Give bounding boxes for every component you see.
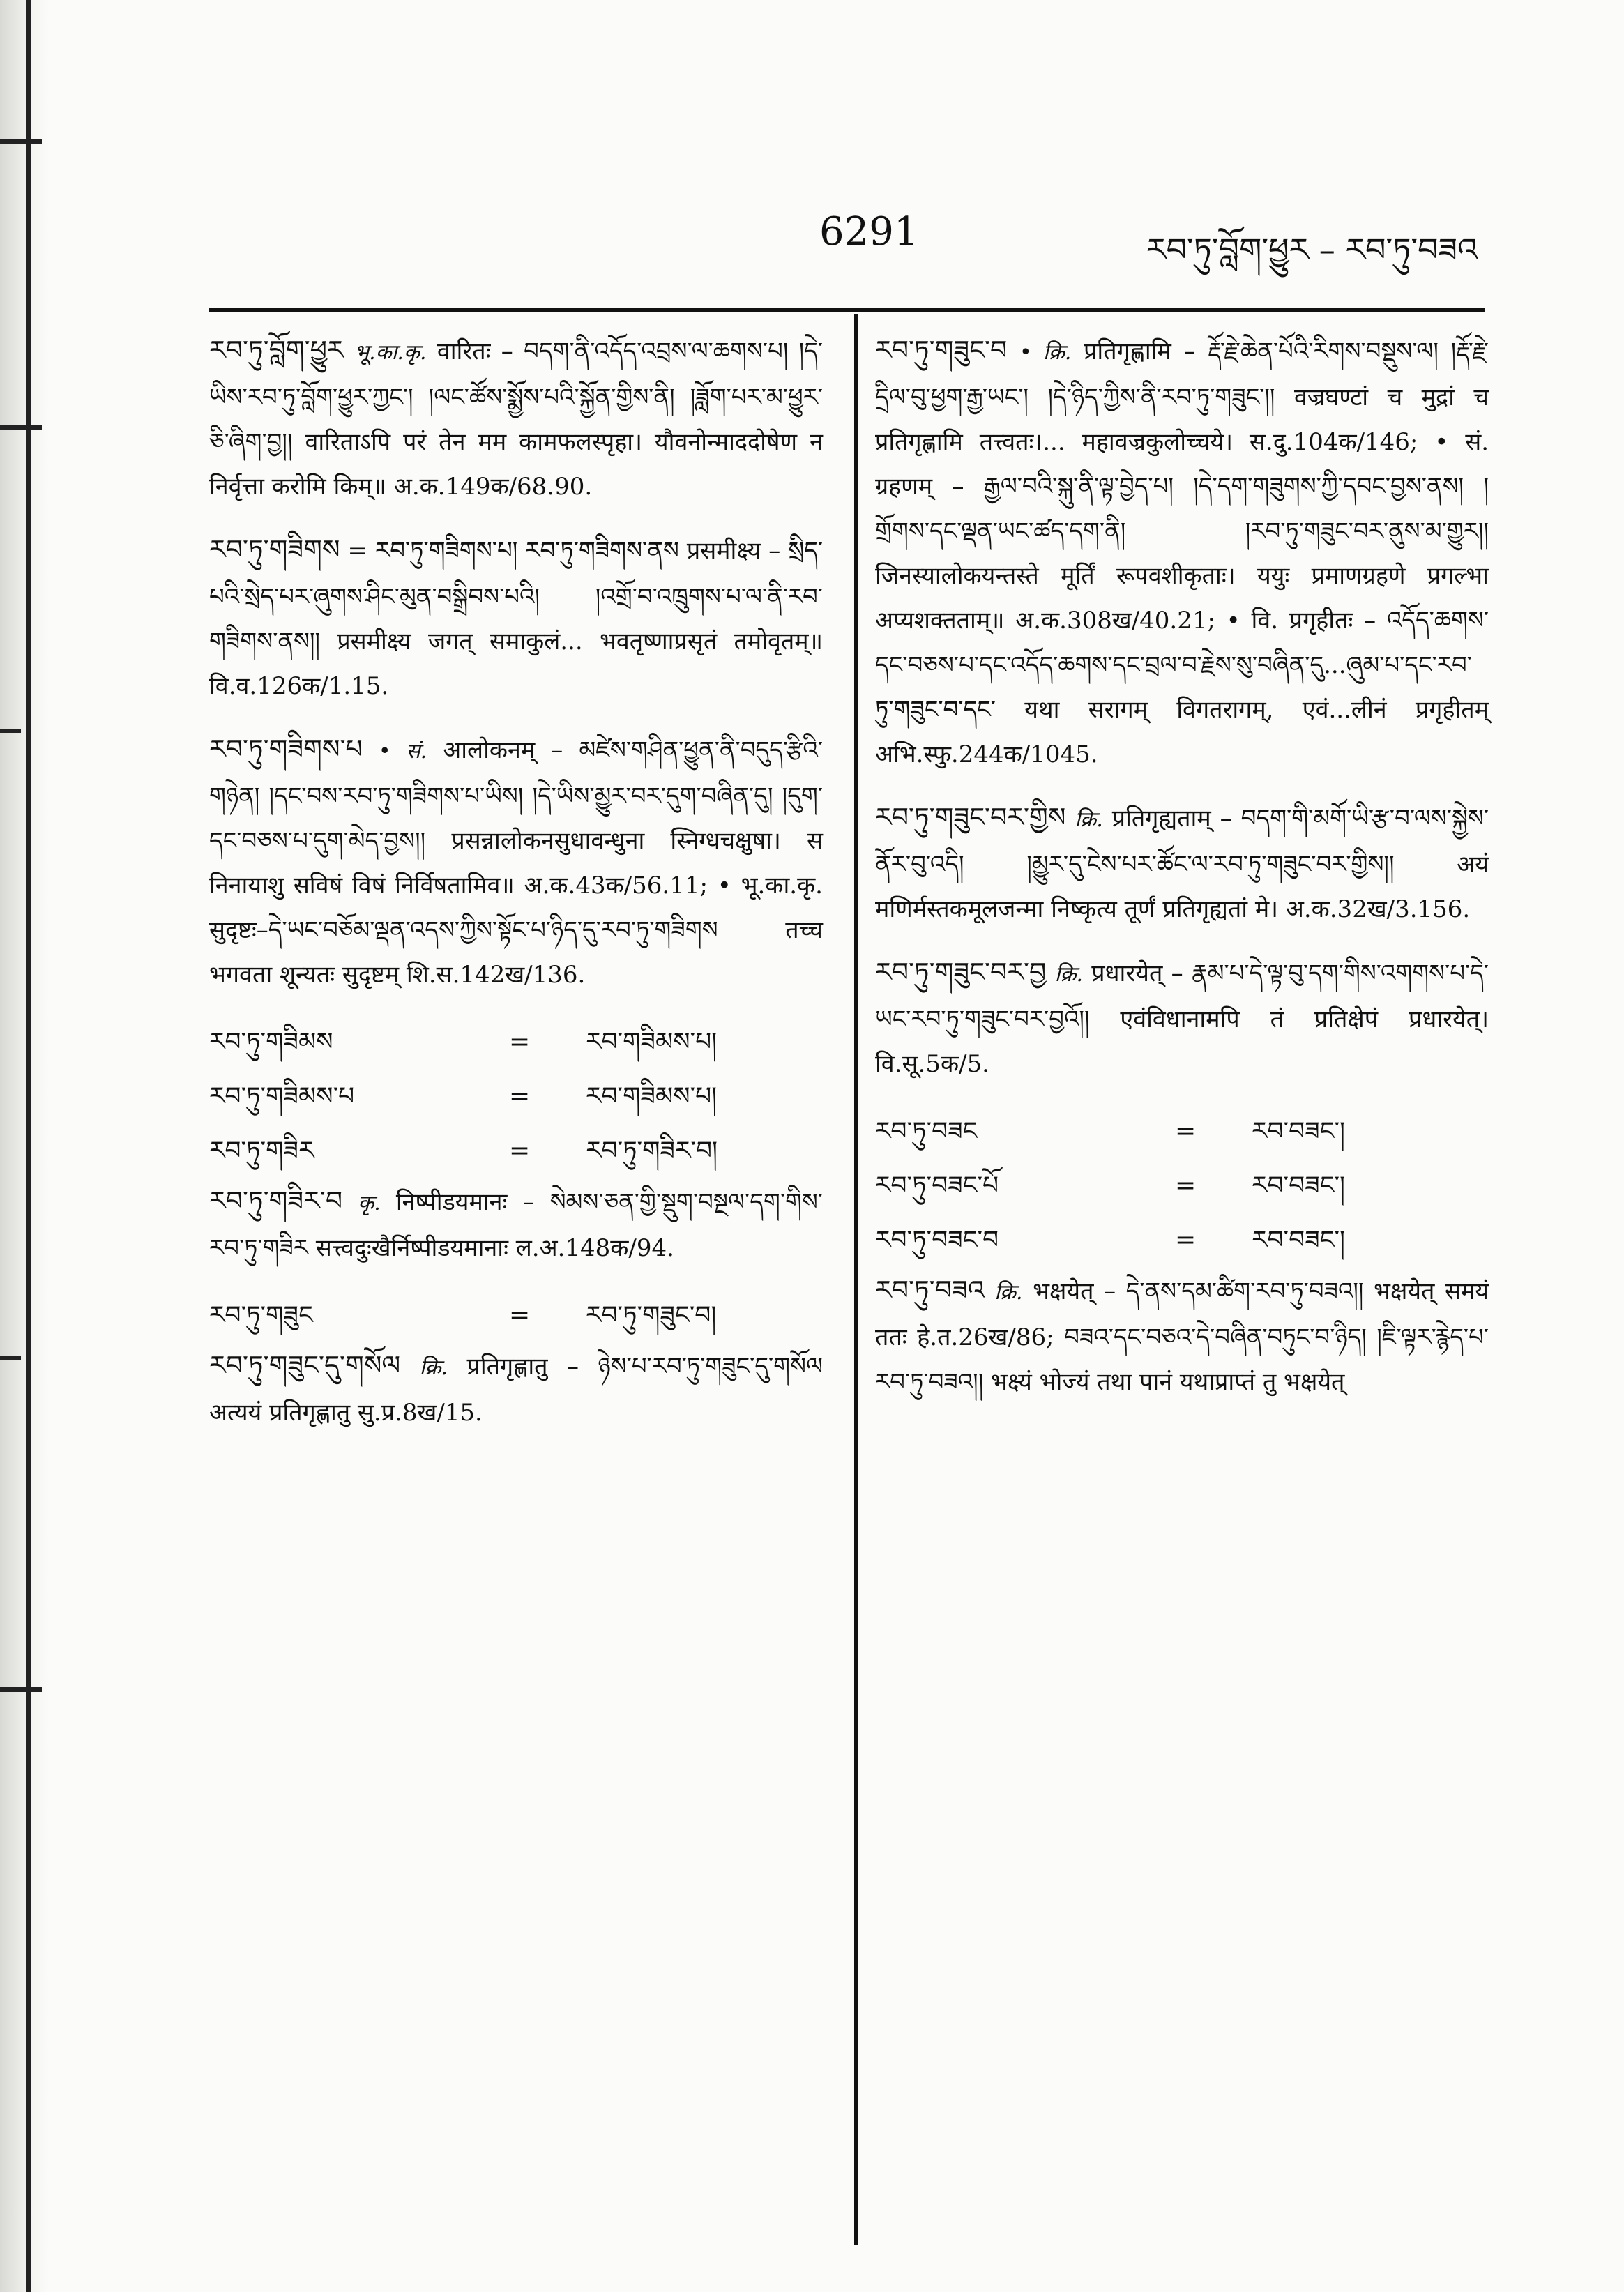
- entry-definition: निष्पीडयमानः – སེམས་ཅན་གྱི་སྡུག་བསྔལ་དག་གིས་རབ་ཏུ་གཟིར सत्त्वदुःखैर्निष्पीडयमानाः ल.अ.148क/94.: [209, 1188, 823, 1262]
- xref-headword: རབ་ཏུ་བཟང་བ: [875, 1226, 999, 1254]
- xref-equals: =: [1175, 1226, 1197, 1254]
- xref-headword: རབ་ཏུ་བཟང: [875, 1117, 978, 1146]
- xref-equals: =: [1175, 1117, 1197, 1146]
- cross-reference-entry: [209, 1015, 823, 1070]
- entry-definition: भक्षयेत् – དེ་ནས་དམ་ཚིག་རབ་ཏུ་བཟའ།། भक्षयेत् समयं ततः हे.त.26ख/86; བཟའ་དང་བཅའ་དེ་བཞིན་བཏུང་བ་ཉིད། །ཇི་ལྟར་རྙེད་པ་རབ་ཏུ་བཟའ།། भक्ष्यं भोज्यं तथा पानं यथाप्राप्तं तु भक्षयेत्: [875, 1277, 1489, 1396]
- entry-grammar: • क्रि.: [1019, 340, 1072, 365]
- cross-reference-entry: [875, 1105, 1489, 1159]
- cross-reference-entry: [875, 1213, 1489, 1268]
- entry-headword: རབ་ཏུ་གཟུང་བར་གྱིས: [875, 802, 1066, 833]
- xref-headword: རབ་ཏུ་གཟིར: [209, 1137, 314, 1165]
- binding-tick: [0, 729, 21, 733]
- dictionary-entry: [875, 1268, 1489, 1404]
- xref-equals: =: [509, 1082, 531, 1111]
- entry-grammar: कृ.: [358, 1191, 381, 1215]
- entry-headword: རབ་ཏུ་གཟུང་བར་བྱ: [875, 957, 1047, 987]
- xref-headword: རབ་ཏུ་གཟིམས: [209, 1028, 333, 1056]
- xref-target: རབ་བཟང་།: [1252, 1171, 1346, 1200]
- cross-reference-entry: [875, 1159, 1489, 1213]
- entry-headword: རབ་ཏུ་བཟའ: [875, 1275, 985, 1305]
- xref-target: རབ་གཟིམས་པ།: [586, 1028, 718, 1056]
- entry-definition: प्रतिगृह्णामि – རྡོ་རྗེ་ཆེན་པོའི་རིགས་བསྡུས་ལ། །རྡོ་རྗེ་དྲིལ་བུ་ཕྱག་རྒྱ་ཡང་། །དེ་ཉིད་ཀྱིས་ནི་རབ་ཏུ་གཟུང་།། वज्रघण्टां च मुद्रां च प्रतिगृह्णामि तत्त्वतः।... महावज्रकुलोच्चये। स.दु.104क/146; • सं. ग्रहणम् – རྒྱལ་བའི་སྐུ་ནི་ལྟ་བྱེད་པ། །དེ་དག་གཟུགས་ཀྱི་དབང་བྱས་ནས། །གྲོགས་དང་ལྡན་ཡང་ཚད་དག་ནི། །རབ་ཏུ་གཟུང་བར་ནུས་མ་གྱུར།། जिनस्यालोकयन्तस्ते मूर्तिं रूपवशीकृताः। ययुः प्रमाणग्रहणे प्रगल्भा अप्यशक्तताम्॥ अ.क.308ख/40.21; • वि. प्रगृहीतः – འདོད་ཆགས་དང་བཅས་པ་དང་འདོད་ཆགས་དང་བྲལ་བ་རྗེས་སུ་བཞིན་དུ...ཞུམ་པ་དང་རབ་ཏུ་གཟུང་བ་དང་ यथा सरागम् विगतरागम्, एवं...लीनं प्रगृहीतम् अभि.स्फु.244क/1045.: [875, 337, 1489, 768]
- page-number: 6291: [819, 209, 919, 255]
- binding-tick: [0, 1356, 21, 1360]
- right-column: [875, 328, 1489, 1422]
- xref-equals: =: [509, 1137, 531, 1165]
- cross-reference-entry: [209, 1124, 823, 1178]
- xref-headword: རབ་ཏུ་བཟང་པོ: [875, 1171, 999, 1200]
- column-divider: [854, 314, 858, 2245]
- dictionary-entry: [209, 1343, 823, 1435]
- entry-headword: རབ་ཏུ་གཟུང་དུ་གསོལ: [209, 1350, 401, 1381]
- xref-target: རབ་གཟིམས་པ།: [586, 1082, 718, 1111]
- entry-grammar: भू.का.कृ.: [354, 340, 427, 365]
- xref-headword: རབ་ཏུ་གཟིམས་པ: [209, 1082, 355, 1111]
- binding-tick: [0, 425, 42, 430]
- entry-definition: = རབ་ཏུ་གཟིགས་པ། རབ་ཏུ་གཟིགས་ནས प्रसमीक्ष्य – སྲིད་པའི་སྲེད་པར་ཞུགས་ཤིང་མུན་བསྒྲིབས་པའི། །འགྲོ་བ་འཁྲུགས་པ་ལ་ནི་རབ་གཟིགས་ནས།། प्रसमीक्ष्य जगत् समाकुलं... भवतृष्णाप्रसृतं तमोवृतम्॥ वि.व.126क/1.15.: [209, 537, 823, 700]
- xref-equals: =: [1175, 1171, 1197, 1200]
- entry-definition: प्रतिगृह्णातु – ཉེས་པ་རབ་ཏུ་གཟུང་དུ་གསོལ अत्ययं प्रतिगृह्णातु सु.प्र.8ख/15.: [209, 1353, 823, 1427]
- xref-headword: རབ་ཏུ་གཟུང: [209, 1301, 313, 1330]
- entry-headword: རབ་ཏུ་གཟིར་བ: [209, 1185, 343, 1216]
- header-rule: [209, 308, 1485, 312]
- dictionary-entry: [209, 727, 823, 997]
- xref-target: རབ་བཟང་།: [1252, 1226, 1346, 1254]
- entry-grammar: क्रि.: [1054, 962, 1084, 987]
- entry-definition: वारितः – བདག་ནི་འདོད་འབྲས་ལ་ཆགས་པ། །དེ་ཡིས་རབ་ཏུ་བློག་ཕྱུར་ཀྱང་། །ལང་ཚོས་སྨྱོས་པའི་སྐྱོན་གྱིས་ནི། །ཟློག་པར་མ་ཕྱུར་ཅི་ཞིག་བྱ།། वारिताऽपि परं तेन मम कामफलस्पृहा। यौवनोन्माददोषेण न निर्वृत्ता करोमि किम्॥ अ.क.149क/68.90.: [209, 337, 823, 501]
- entry-grammar: • सं.: [378, 739, 427, 764]
- left-column: [209, 328, 823, 1453]
- entry-grammar: क्रि.: [1075, 807, 1103, 832]
- entry-grammar: क्रि.: [419, 1356, 448, 1380]
- running-head: རབ་ཏུ་བློག་ཕྱུར – རབ་ཏུ་བཟའ: [1146, 231, 1478, 268]
- dictionary-entry: [209, 328, 823, 509]
- entry-definition: प्रधारयेत् – རྣམ་པ་དེ་ལྟ་བུ་དག་གིས་འགགས་པ་དེ་ཡང་རབ་ཏུ་གཟུང་བར་བྱའོ།། एवंविधानामपि तं प्रतिक्षेपं प्रधारयेत्। वि.सू.5क/5.: [875, 959, 1489, 1078]
- binding-tick: [0, 1687, 42, 1692]
- entry-definition: आलोकनम् – མཛེས་གཤིན་ཕྱུན་ནི་བདུད་རྩིའི་གཉེན། །དང་བས་རབ་ཏུ་གཟིགས་པ་ཡིས། །དེ་ཡིས་མྱུར་བར་དུག་བཞིན་དུ། །དུག་དང་བཅས་པ་དུག་མེད་བྱས།། प्रसन्नालोकनसुधावन्धुना स्निग्धचक्षुषा। स निनायाशु सविषं विषं निर्विषतामिव॥ अ.क.43क/56.11; • भू.का.कृ. सुदृष्टः–དེ་ཡང་བཅོམ་ལྡན་འདས་ཀྱིས་སྟོང་པ་ཉིད་དུ་རབ་ཏུ་གཟིགས तच्च भगवता शून्यतः सुदृष्टम् शि.स.142ख/136.: [209, 736, 823, 989]
- binding-edge-line: [26, 0, 31, 2292]
- entry-headword: རབ་ཏུ་གཟུང་བ: [875, 335, 1008, 365]
- dictionary-entry: [875, 795, 1489, 932]
- entry-headword: རབ་ཏུ་གཟིགས: [209, 534, 340, 565]
- page-header: [0, 209, 1624, 279]
- xref-target: རབ་བཟང་།: [1252, 1117, 1346, 1146]
- dictionary-entry: [209, 1178, 823, 1270]
- entry-definition: प्रतिगृह्यताम् – བདག་གི་མགོ་ཡི་རྩ་བ་ལས་སྐྱེས་ནོར་བུ་འདི། །མྱུར་དུ་ངེས་པར་ཚོང་ལ་རབ་ཏུ་གཟུང་བར་གྱིས།། अयं मणिर्मस्तकमूलजन्मा निष्कृत्य तूर्णं प्रतिगृह्यतां मे। अ.क.32ख/3.156.: [875, 805, 1489, 923]
- entry-headword: རབ་ཏུ་བློག་ཕྱུར: [209, 335, 344, 365]
- xref-target: རབ་ཏུ་གཟུང་བ།: [586, 1301, 717, 1330]
- entry-grammar: क्रि.: [994, 1280, 1023, 1305]
- xref-equals: =: [509, 1028, 531, 1056]
- entry-headword: རབ་ཏུ་གཟིགས་པ: [209, 734, 363, 764]
- xref-equals: =: [509, 1301, 531, 1330]
- cross-reference-entry: [209, 1070, 823, 1124]
- xref-target: རབ་ཏུ་གཟིར་བ།: [586, 1137, 718, 1165]
- dictionary-entry: [875, 950, 1489, 1086]
- binding-tick: [0, 139, 42, 144]
- binding-shadow: [0, 0, 49, 2292]
- dictionary-entry: [875, 328, 1489, 777]
- cross-reference-entry: [209, 1289, 823, 1343]
- dictionary-entry: [209, 527, 823, 708]
